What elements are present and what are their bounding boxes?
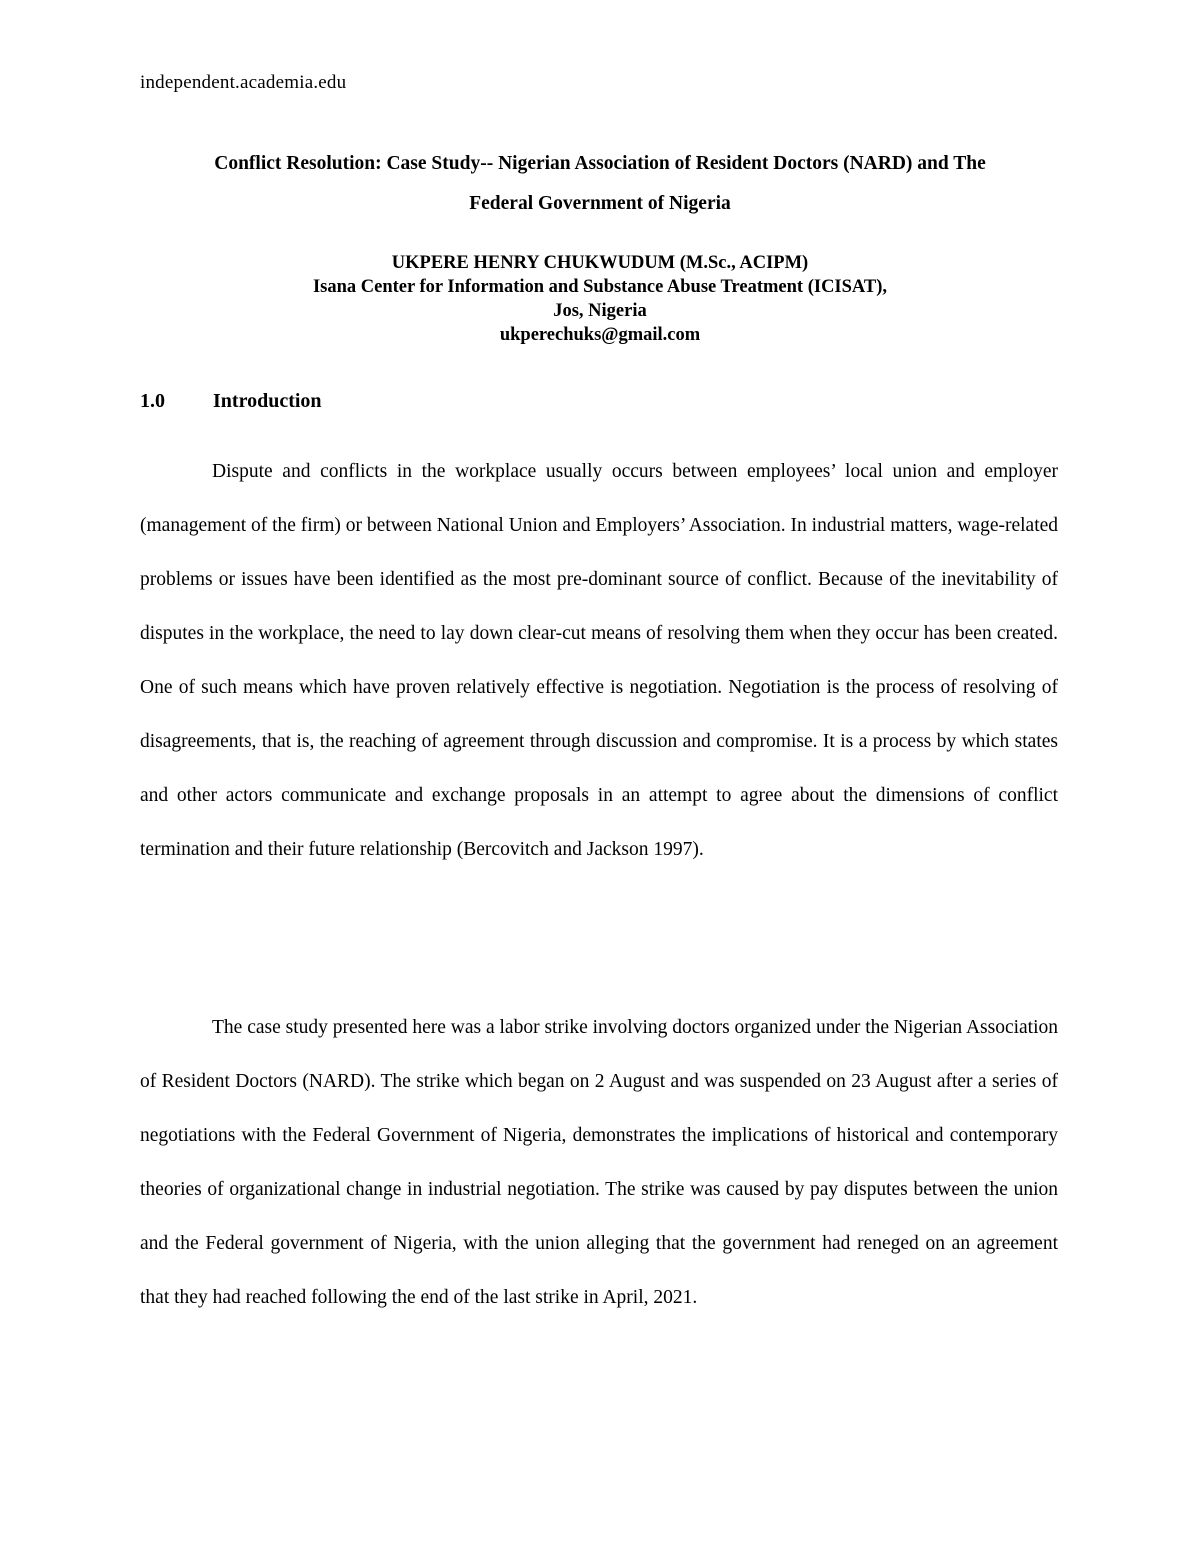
author-block (140, 251, 1060, 347)
section-title: Introduction (213, 390, 322, 412)
paper-title-line-2: Federal Government of Nigeria (469, 193, 731, 214)
body-paragraph-2: The case study presented here was a labor strike involving doctors organized under the Nigerian Association of Resident Doctors (NARD). The strike which began on 2 August and was suspended on 23 August after a series of negotiations with the Federal Government of Nigeria, demonstrates the implications of historical and contemporary theories of organizational change in industrial negotiation. The strike was caused by pay disputes between the union and the Federal government of Nigeria, with the union alleging that the government had reneged on an agreement that they had reached following the end of the last strike in April, 2021. (140, 1017, 1059, 1308)
author-affiliation: Isana Center for Information and Substance Abuse Treatment (ICISAT), (312, 277, 888, 297)
section-number: 1.0 (140, 390, 165, 412)
body-paragraph-1: Dispute and conflicts in the workplace usually occurs between employees’ local union and employer (management of the firm) or between National Union and Employers’ Association. In industrial matters, wage-related problems or issues have been identified as the most pre-dominant source of conflict. Because of the inevitability of disputes in the workplace, the need to lay down clear-cut means of resolving them when they occur has been created. One of such means which have proven relatively effective is negotiation. Negotiation is the process of resolving of disagreements, that is, the reaching of agreement through discussion and compromise. It is a process by which states and other actors communicate and exchange proposals in an attempt to agree about the dimensions of conflict termination and their future relationship (Bercovitch and Jackson 1997). (140, 461, 1059, 860)
author-name: UKPERE HENRY CHUKWUDUM (M.Sc., ACIPM) (391, 253, 809, 273)
section-heading (140, 389, 322, 413)
author-location: Jos, Nigeria (553, 301, 647, 321)
paper-title-line-1: Conflict Resolution: Case Study-- Nigerian Association of Resident Doctors (NARD) and The (214, 153, 986, 174)
paper-title (140, 144, 1060, 224)
author-email: ukperechuks@gmail.com (499, 325, 701, 345)
source-header: independent.academia.edu (140, 72, 347, 93)
